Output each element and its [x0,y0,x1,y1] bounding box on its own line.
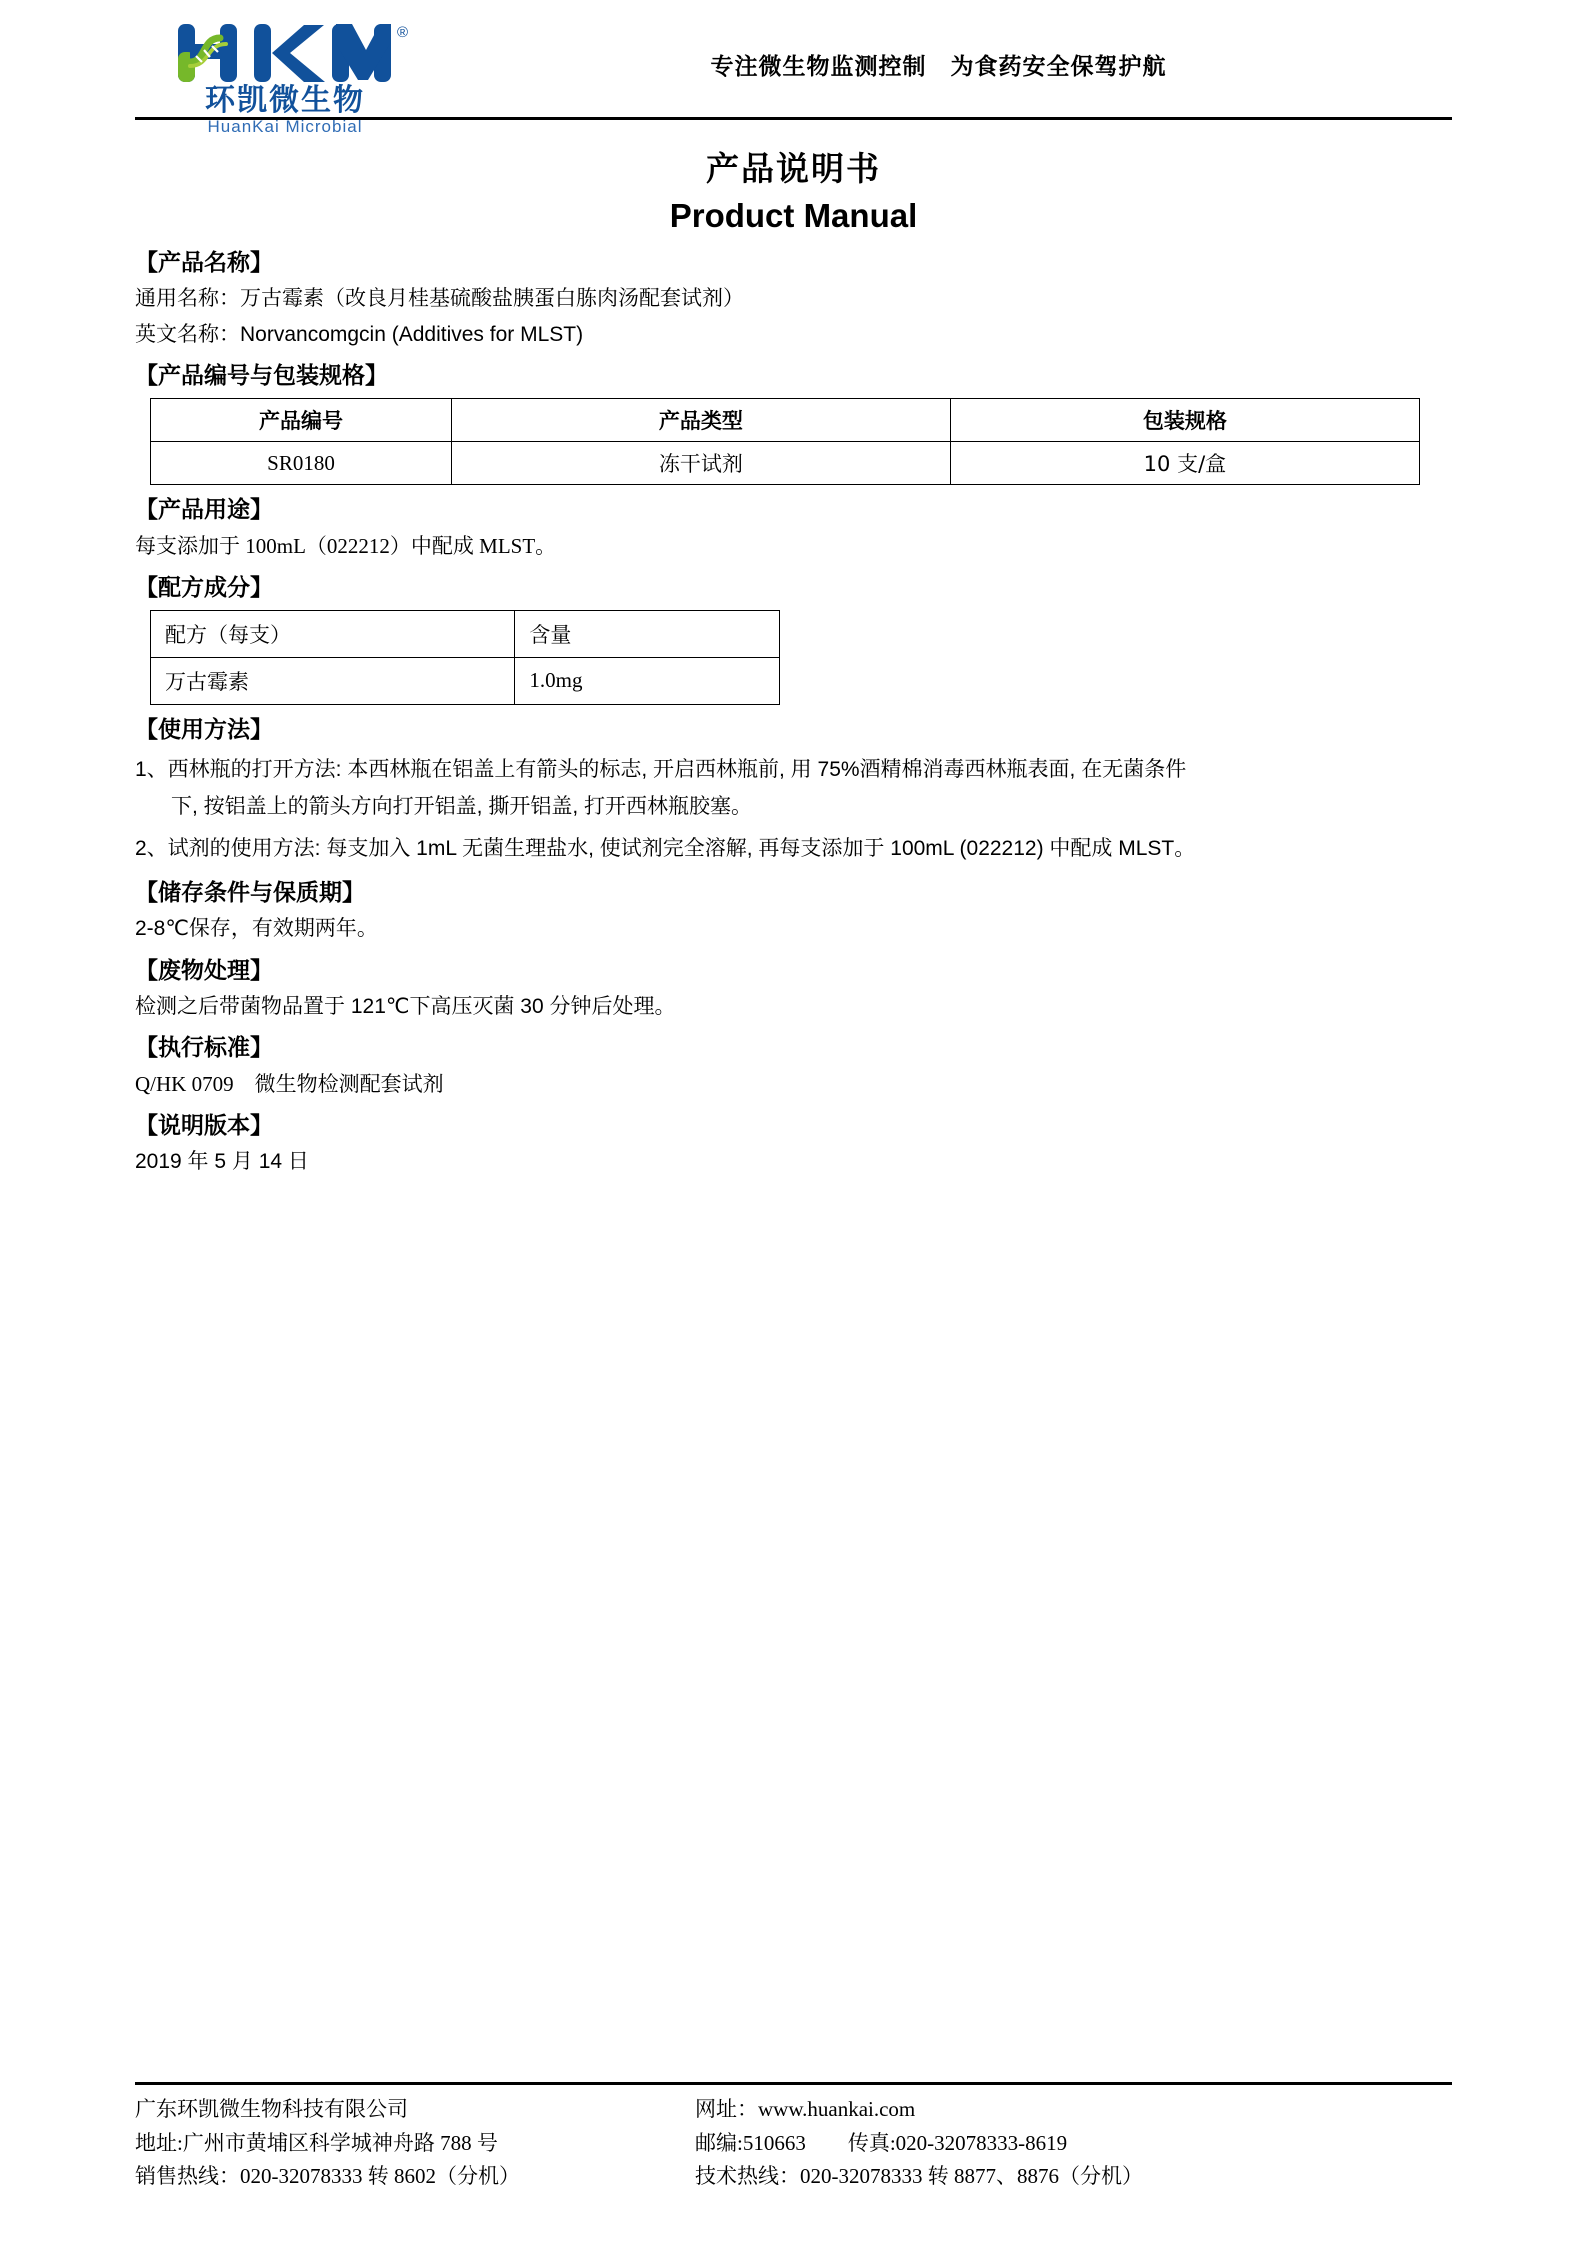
section-heading-product-name: 【产品名称】 [135,250,273,277]
spec-table [150,398,1420,485]
section-heading-spec: 【产品编号与包装规格】 [135,363,388,390]
header-tagline-wrap [435,0,1452,81]
footer-company-name: 广东环凯微生物科技有限公司 [135,2097,408,2122]
section-heading-waste: 【废物处理】 [135,957,273,984]
storage-text: 2-8℃保存，有效期两年。 [135,917,378,941]
title-english: Product Manual [669,196,918,234]
logo-english-name: HuanKai Microbial [207,116,363,136]
instruction-step-2 [135,831,1452,868]
english-name-value: Norvancomgcin (Additives for MLST) [240,322,584,346]
spec-table-header-row [151,399,1420,442]
english-name-row [135,319,1452,352]
instruction-step-1-line-1: 1、西林瓶的打开方法: 本西林瓶在铝盖上有箭头的标志, 开启西林瓶前, 用 75%酒精棉消毒西林瓶表面, 在无菌条件 [135,757,1187,781]
usage-text: 每支添加于 100mL（022212）中配成 MLST。 [135,534,557,559]
hkm-logo-mark [176,22,408,89]
standard-text: Q/HK 0709 微生物检测配套试剂 [135,1072,444,1097]
generic-name-row [135,283,1452,316]
logo-chinese-name: 环凯微生物 [205,83,365,118]
spec-value-product-code: SR0180 [151,442,452,485]
section-heading-storage: 【储存条件与保质期】 [135,880,365,907]
formula-col-content: 含量 [515,610,780,657]
instruction-step-2-line-1: 2、试剂的使用方法: 每支加入 1mL 无菌生理盐水, 使试剂完全溶解, 再每支添加于 100mL (022212) 中配成 MLST。 [135,837,1196,861]
generic-name-value: 万古霉素（改良月桂基硫酸盐胰蛋白胨肉汤配套试剂） [240,287,744,311]
title-chinese: 产品说明书 [706,149,881,188]
footer-address: 地址:广州市黄埔区科学城神舟路 788 号 [135,2130,498,2155]
footer-website: 网址：www.huankai.com [695,2097,916,2122]
waste-text: 检测之后带菌物品置于 121℃下高压灭菌 30 分钟后处理。 [135,994,676,1018]
spec-col-package-size: 包装规格 [950,399,1419,442]
version-text: 2019 年 5 月 14 日 [135,1150,309,1174]
hkm-logo-icon [176,22,394,84]
page-footer [135,2082,1452,2193]
formula-table-header-row [151,610,780,657]
section-heading-standard: 【执行标准】 [135,1035,273,1062]
spec-col-product-type: 产品类型 [451,399,950,442]
section-heading-instructions: 【使用方法】 [135,716,273,743]
footer-postcode-fax: 邮编:510663 传真:020-32078333-8619 [695,2130,1068,2155]
registered-trademark-icon: ® [396,24,408,41]
spec-col-product-code: 产品编号 [151,399,452,442]
generic-name-label: 通用名称： [135,287,240,311]
table-row [151,442,1420,485]
page-title [135,147,1452,238]
footer-company-info [135,2093,695,2193]
formula-value-content: 1.0mg [515,657,780,704]
section-heading-formula: 【配方成分】 [135,574,273,601]
spec-value-package-size: 10 支/盒 [950,442,1419,485]
formula-table [150,610,780,705]
section-heading-version: 【说明版本】 [135,1113,273,1139]
header-divider [135,117,1452,120]
page-header [135,0,1452,136]
spec-value-product-type: 冻干试剂 [451,442,950,485]
footer-tech-hotline: 技术热线：020-32078333 转 8877、8876（分机） [695,2163,1143,2188]
table-row [151,657,780,704]
formula-value-name: 万古霉素 [151,657,515,704]
instruction-step-1-line-2: 下, 按铝盖上的箭头方向打开铝盖, 撕开铝盖, 打开西林瓶胶塞。 [171,794,753,818]
english-name-label: 英文名称： [135,322,240,346]
header-tagline: 专注微生物监测控制 为食药安全保驾护航 [710,54,1167,80]
formula-col-name: 配方（每支） [151,610,515,657]
footer-sales-hotline: 销售热线：020-32078333 转 8602（分机） [135,2163,520,2188]
footer-contact-info [695,2093,1452,2193]
footer-divider [135,2082,1452,2085]
company-logo [135,0,435,136]
instruction-step-1 [135,752,1452,826]
section-heading-usage: 【产品用途】 [135,497,273,524]
